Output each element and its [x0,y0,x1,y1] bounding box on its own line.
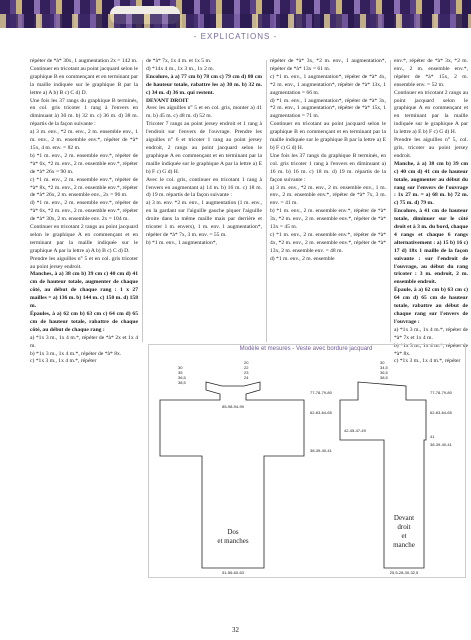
front-shoulder: 62-63-64-65 [430,410,452,415]
paragraph: répéter de *à* 3x, *2 m. env., 1 augmentation*, répéter de *à* 13x = 61 m. [270,58,386,72]
paragraph: a) 3 m. env. *2 m. env., 1 augmentation (1 m. env., en la gardant sur l'aiguille gauche piquer l'aiguille droite dans la même maille mais par derrière et tricoter 1 m. envers), 1 m. env. 1 augmentation*, répéter de *à* 7x, 3 m. env. = 55 m. [146,200,262,238]
paragraph: Manche, à a) 38 cm b) 39 cm c) 40 cm d) 41 cm de hauteur totale, augmenter au début du rang sur l'envers de l'ouvrage : 1x 27 m. = a) 68 m. b) 72 m. c) 75 m. d) 79 m. [394,160,468,207]
back-label-2: et manches [217,537,249,545]
front-label-2: droit [397,523,411,531]
back-label: Dos [227,528,239,536]
paragraph: Continuer en tricotant au point jacquard selon le graphique B en commençant et en terminant par la maille indiquée sur le graphique B par la lettre a) A b) B c) C d) D. [30,65,138,96]
text-column-3 [270,58,386,264]
paragraph: Avec le col. gris, continuer en tricotant 1 rang à l'envers en augmentant a) 14 m. b) 16 m. c) 18 m. d) 19 m. répartis de la façon suivante : [146,176,262,199]
paragraph: d) *1 m. env., 1 augmentation*, répéter de *à* 3x, *2 m. env., 1 augmentation*, répéter de *à* 15x, 1 augmentation = 71 m. [270,97,386,120]
paragraph: d) *1 m. env., 2 m. ensemble env.*, répéter de *à* 6x, *2 m. env., 2 m. ensemble env.*, répéter de *à* 30x, 2 m. ensemble env. 2x = 104 m. [30,200,139,223]
front-top-measure: 30 34,5 36,5 38,5 [380,360,388,380]
page-header-title: - EXPLICATIONS - [193,32,278,41]
front-bottom-width: 25,5-28-30-32,5 [389,570,419,575]
paragraph: Manches, à a) 38 cm b) 39 cm c) 40 cm d) 41 cm de hauteur totale, augmenter de chaque côté, au début de chaque rang : 1 x 27 mailles = a) 136 m. b) 144 m. c) 150 m. d) 158 m. [30,271,138,310]
header-photo [0,0,471,28]
paragraph: Encolure, à a) 77 cm b) 78 cm c) 79 cm d) 80 cm de hauteur totale, rabattre les a) 30 m. b) 32 m. c) 34 m. d) 36 m. qui restent. [146,73,262,96]
back-height: 77-78-79-80 [310,390,332,395]
back-sleeve-height: 38-39-40-41 [310,448,332,453]
paragraph: Avec les aiguilles n° 5 et en col. gris, monter a) 41 m. b) 45 m. c) 48 m. d) 52 m. [146,105,262,120]
paragraph: c) *1 m. env., 2 m. ensemble env.*, répéter de *à* 8x, *2 m. env., 2 m. ensemble env.*, répéter de *à* 26x, 2 m. ensemble env., 2x = 96 m. [30,176,139,199]
paragraph: DEVANT DROIT [146,97,189,104]
page-number: 32 [232,626,239,634]
front-label: Devant [393,514,415,522]
pattern-diagram [148,356,464,576]
text-column-2 [146,58,262,248]
back-top-measure: 30 35 36,5 38,5 [178,365,186,385]
paragraph: Une fois les 37 rangs du graphique B terminés, en col. gris tricoter 1 rang à l'envers en diminuant a) 16 m. b) 16 m. c) 18 m. d) 19 m. répartis de la façon suivante : [270,152,386,183]
paragraph: de *à* 7x, 1x 4 m. et 1x 5 m. [146,58,212,64]
paragraph: Prendre les aiguilles n° 5, col. gris, tricoter au point jersey endroit. [394,137,468,159]
paragraph: b) *1x 3 m., 1x 4 m.*, répéter de *à* 8x. [30,350,122,357]
front-side: 42-45-47-49 [344,428,366,433]
back-neck-width: 85-98-94-99 [222,404,244,409]
front-height: 77-78-79-80 [430,390,452,395]
paragraph: a) *1x 3 m., 1x 4 m.*, répéter de *à* 2x et 1x 4 m. [30,334,138,349]
paragraph: d) *14x 4 m., 1x 3 m., 1x 2 m. [146,65,215,72]
back-bottom-width: 51-56-60-63 [222,570,244,575]
paragraph: c) *1x 3 m., 1x 4 m.*, répéter [30,358,97,365]
paragraph: Épaules, à a) 62 cm b) 63 cm c) 64 cm d) 65 cm de hauteur totale, rabattre de chaque côté, au début de chaque rang : [30,311,138,333]
paragraph: Épaule, à a) 62 cm b) 63 cm c) 64 cm d) 65 cm de hauteur totale, rabattre au début de chaque rang sur l'envers de l'ouvrage : [394,287,468,325]
paragraph: b) *1 m. env., 2 m. ensemble env.*, répéter de *à* 3x, *2 m. env., 2 m. ensemble env.*, répéter de *à* 13x = 45 m. [270,208,386,231]
front-label-3: et [401,532,407,540]
paragraph: c) *1 m. env., 2 m. ensemble env.*, répéter de *à* 4x, *2 m. env., 2 m. ensemble env.*, répéter de *à* 13x, 2 m. ensemble env. = 48 m. [270,231,386,254]
paragraph: a) 3 m. env., *2 m. env., 2 m. ensemble env., 1 m. env., 2 m. ensemble env.*, répéter de *à* 15x, 4 m. env. = 82 m. [30,129,138,151]
paragraph: Encolure, à 41 cm de hauteur totale, diminuer sur le côté droit et à 3 m. du bord, chaque 4 rangs et chaque 6 rangs alternativement : a) 15 b) 16 c) 17 d) 18x 1 maille de la façon suivante : sur l'endroit de l'ouvrage, au début du rang tricoter : 3 m. endroit, 2 m. ensemble endroit. [394,208,468,286]
paragraph: Continuer en tricotant 2 rangs au point jacquard selon le graphique A en commençant et en terminant par la maille indiquée sur le graphique A par la lettre a) E b) F c) G d) H. [394,89,468,136]
paragraph: Continuer en tricotant au point jacquard selon le graphique B en commençant et en terminant par la maille indiquée sur le graphique B par la lettre a) E b) F c) G d) H. [270,121,386,151]
diagram-title: Modèle et mesures - Veste avec bordure jacquard [239,346,373,352]
paragraph: répéter de *à* 30x, 1 augmentation 2x = 142 m. [30,58,138,64]
paragraph: Une fois les 37 rangs du graphique B terminés, en col. gris tricoter 1 rang à l'envers en diminuant à) 30 m. b) 32 m. c) 36 m. d) 38 m. répartis de la façon suivante : [30,97,138,128]
photo-highlight [110,6,180,24]
back-shoulder: 62-63-64-65 [310,410,332,415]
paragraph: Continuer en tricotant 2 rangs au point jacquard selon le graphique A en commençant et en terminant par la maille indiquée sur le graphique A par la lettre a) A b) B c) C d) D. [30,224,138,254]
paragraph: Tricoter 7 rangs au point jersey endroit et 1 rang à l'endroit sur l'envers de l'ouvrage. Prendre les aiguilles n° 6 et tricoter 1 rang au point jersey endroit, 2 rangs au point jacquard selon le graphique A en commençant et en terminant par la maille indiquée sur le graphique A par la lettre a) E b) F c) G d) H. [146,121,262,175]
column-separator [266,60,267,342]
paragraph: c) *1x 3 m., 1x 4 m.*, répéter [394,358,461,365]
column-separator [142,60,143,342]
text-column-4 [394,58,468,366]
paragraph: b) *1 m. env., 1 augmentation*, [146,239,217,246]
front-neck: 41 [430,434,435,439]
paragraph: b) *1 m. env., 2 m. ensemble env.*, répéter de *à* 6x, *2 m. env., 2 m. ensemble env.*, répéter de *à* 26x = 90 m. [30,152,139,175]
paragraph: Prendre les aiguilles n° 5 et en col. gris tricoter au point jersey endroit. [30,255,138,270]
paragraph: c) *1 m. env., 1 augmentation*, répéter de *à* 4x, *2 m. env., 1 augmentation*, répéter de *à* 13x, 1 augmentation = 66 m. [270,73,386,96]
text-column-1 [30,58,138,366]
paragraph: b) *1x 3 m., 1x 4 m.*, répéter de *à* 8x. [394,342,468,357]
paragraph: d) *1 m. env., 2 m. ensemble [270,255,335,262]
paragraph: a) *1x 3 m., 1x 4 m.*, répéter de *à* 7x et 1x 4 m. [394,326,468,341]
front-label-4: manche [393,541,415,549]
front-sleeve-height: 38-39-40-41 [430,442,452,447]
paragraph: env.*, répéter de *à* 3x, *2 m. env., 2 m. ensemble env.*, répéter de *à* 15x, 2 m. ensemble env. = 52 m. [394,58,468,88]
column-separator [390,60,391,342]
back-top-measure-b: 20 22 23 24 [244,360,249,380]
paragraph: a) 3 m. env., *2 m. env., 2 m. ensemble env., 1 m. env., 2 m. ensemble env.*, répéter de *à* 7x, 3 m. env. = 41 m. [270,184,386,207]
